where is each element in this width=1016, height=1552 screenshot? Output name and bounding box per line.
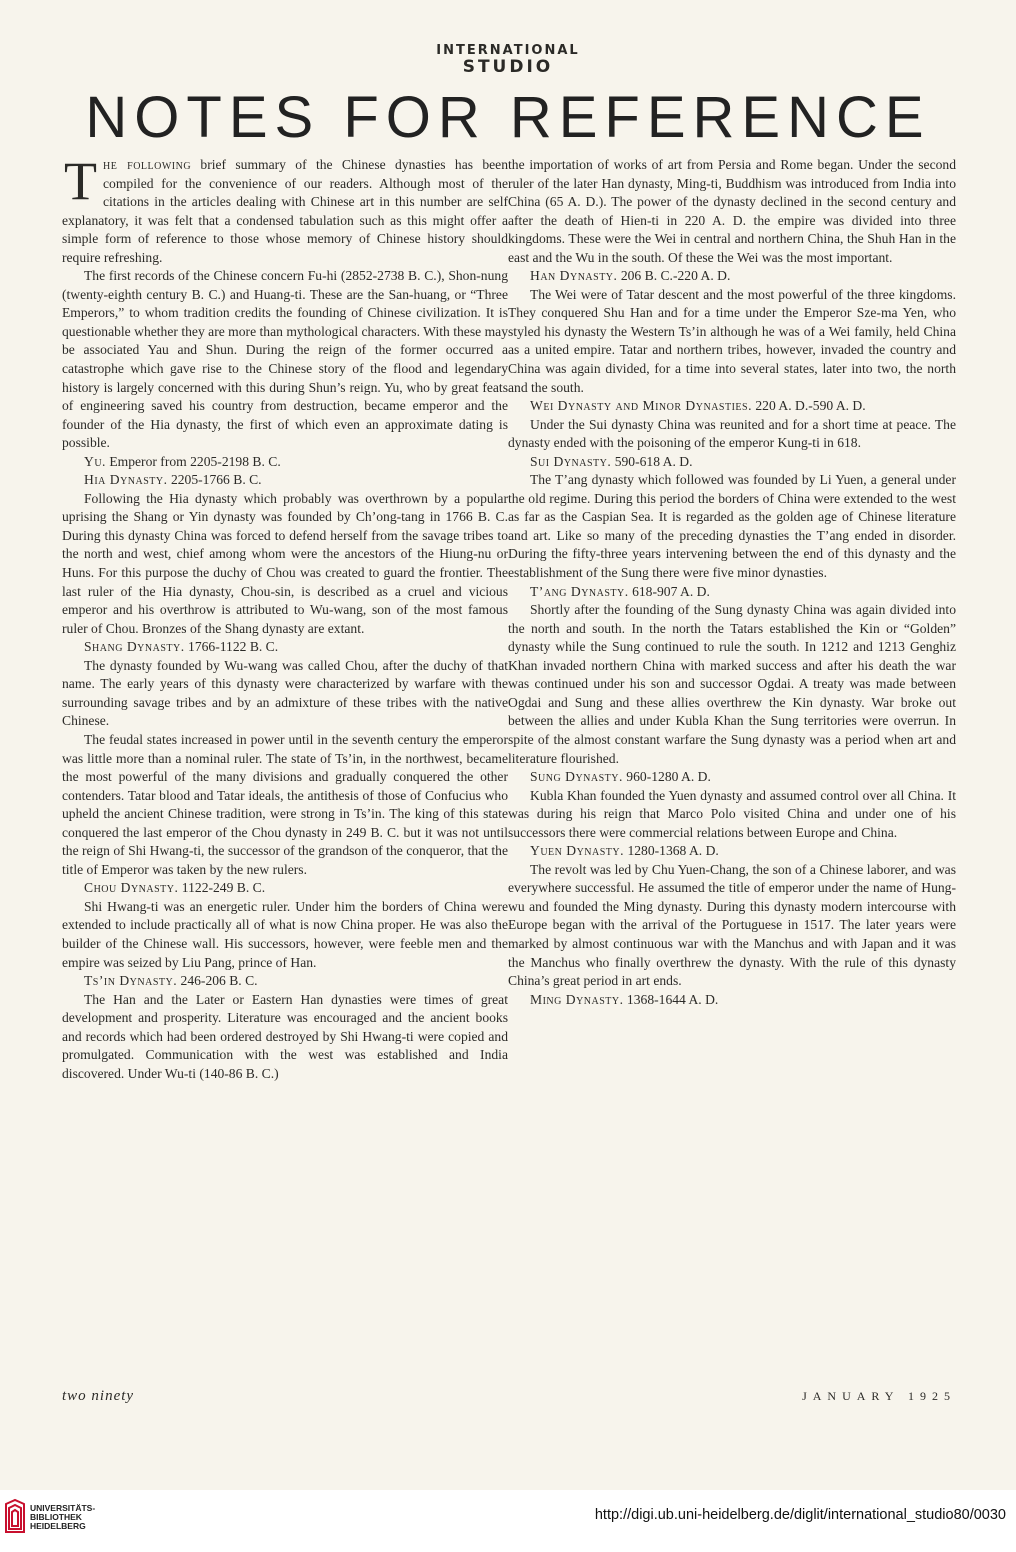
paragraph: The feudal states increased in power until in the seventh century the emperor was little more than a nominal ruler. The state of Ts’in, in the northwest, became the most powerful of the many divisions and gradually conquered the other contenders. Tatar blood and Tatar ideals, the antithesis of those of Confucius who upheld the ancient Chinese tradition, were strong in Ts’in. The king of this state conquered the last emperor of the Chou dynasty in 249 B. C. but it was not until the reign of Shi Hwang-ti, the successor of the grandson of the conqueror, that the title of Emperor was taken by the new rulers.: [62, 731, 508, 877]
dynasty-heading: Wei Dynasty and Minor Dynasties. 220 A. D.-590 A. D.: [530, 398, 866, 414]
intro-paragraph: [62, 151, 508, 267]
drop-cap: T: [64, 151, 97, 211]
paragraph: The dynasty founded by Wu-wang was called Chou, after the duchy of that name. The early years of this dynasty were characterized by warfare with the surrounding savage tribes and by an admixture of these tribes with the native Chinese.: [62, 657, 508, 729]
paragraph: Shi Hwang-ti was an energetic ruler. Under him the borders of China were extended to include practically all of what is now China proper. He was also the builder of the Chinese wall. His successors, however, were feeble men and the empire was seized by Liu Pang, prince of Han.: [62, 898, 508, 970]
page-title: NOTES FOR REFERENCE: [85, 85, 931, 150]
dynasty-heading: Sung Dynasty. 960-1280 A. D.: [530, 769, 711, 785]
library-name: UNIVERSITÄTS- BIBLIOTHEK HEIDELBERG: [30, 1503, 96, 1531]
dynasty-heading: Han Dynasty. 206 B. C.-220 A. D.: [530, 268, 731, 284]
dynasty-heading: Chou Dynasty. 1122-249 B. C.: [84, 880, 266, 896]
paragraph: Shortly after the founding of the Sung dynasty China was again divided into the north and south. In the north the Tatars established the Kin or “Golden” dynasty while the Sung continued to rule the south. In 1212 and 1213 Genghiz Khan invaded northern China with marked success and after his death the war was continued under his son and successor Ogdai. A treaty was made between Ogdai and Sung and these allies overthrew the Kin dynasty. War broke out between the allies and under Kubla Khan the Sung territories were overrun. In spite of the almost constant warfare the Sung dynasty was a period when art and literature flourished.: [508, 602, 956, 766]
dynasty-heading: Ts’in Dynasty. 246-206 B. C.: [84, 973, 258, 989]
paragraph: Kubla Khan founded the Yuen dynasty and assumed control over all China. It was during his reign that Marco Polo visited China and under one of his successors there were commercial relations between Europe and China.: [508, 787, 956, 840]
intro-text: brief summary of the Chinese dynasties has been compiled for the convenience of our readers. Although most of the citations in the articles dealing with Chinese art in this number are self explanatory, it was felt that a condensed tabulation such as this might offer a simple form of reference to those whose memory of Chinese history should require refreshing.: [62, 157, 508, 265]
paragraph: The T’ang dynasty which followed was founded by Li Yuen, a general under the old regime. During this period the borders of China were extended to the west as far as the Caspian Sea. It is regarded as the golden age of Chinese literature and art. Like so many of the preceding dynasties the T’ang ended in disorder. During the fifty-three years intervening between the end of this dynasty and the establishment of the Sung there were five minor dynasties.: [508, 472, 956, 581]
dynasty-heading: Yu. Emperor from 2205-2198 B. C.: [84, 453, 281, 469]
left-column: [62, 151, 508, 1083]
source-url[interactable]: http://digi.ub.uni-heidelberg.de/diglit/international_studio80/0030: [594, 1507, 1006, 1523]
dynasty-heading: Ming Dynasty. 1368-1644 A. D.: [530, 991, 719, 1007]
paragraph: The Wei were of Tatar descent and the most powerful of the three kingdoms. They conquered Shu Han and for a time under the Emperor Sze-ma Yen, who styled his dynasty the Western Ts’in although he was of a Wei family, held China as a united empire. Tatar and northern tribes, however, invaded the country and China was again divided, for a time into several states, later into two, the north and the south.: [508, 286, 956, 395]
right-column: [508, 156, 956, 1009]
dynasty-heading: Yuen Dynasty. 1280-1368 A. D.: [530, 843, 719, 859]
paragraph: the importation of works of art from Persia and Rome began. Under the second ruler of the later Han dynasty, Ming-ti, Buddhism was introduced from India into China (65 A. D.). The power of the dynasty declined in the second century and after the death of Hien-ti in 220 A. D. the empire was divided into three kingdoms. These were the Wei in central and northern China, the Shuh Han in the east and the Wu in the south. Of these the Wei was the most important.: [508, 157, 956, 265]
masthead: [0, 44, 1016, 76]
intro-smallcaps: he following: [103, 157, 192, 172]
masthead-line2: STUDIO: [462, 57, 554, 77]
dynasty-heading: Sui Dynasty. 590-618 A. D.: [530, 453, 693, 469]
masthead-line1: INTERNATIONAL: [436, 43, 580, 58]
dynasty-heading: Hia Dynasty. 2205-1766 B. C.: [84, 472, 262, 488]
paragraph: Under the Sui dynasty China was reunited and for a short time at peace. The dynasty ended with the poisoning of the emperor Kung-ti in 618.: [508, 416, 956, 451]
dynasty-heading: T’ang Dynasty. 618-907 A. D.: [530, 583, 710, 599]
library-logo-icon: [4, 1498, 26, 1534]
paragraph: Following the Hia dynasty which probably was overthrown by a popular uprising the Shang or Yin dynasty was founded by Ch’ong-tang in 1766 B. C. During this dynasty China was forced to defend herself from the savage tribes to the north and west, chief among whom were the ancestors of the Hiung-nu or Huns. For this purpose the duchy of Chou was created to guard the frontier. The last ruler of the Hia dynasty, Chou-sin, is described as a cruel and vicious emperor and his overthrow is attributed to Wu-wang, son of the most famous ruler of Chou. Bronzes of the Shang dynasty are extant.: [62, 490, 508, 636]
paragraph: The first records of the Chinese concern Fu-hi (2852-2738 B. C.), Shon-nung (twenty-eighth century B. C.) and Huang-ti. These are the San-huang, or “Three Emperors,” to whom tradition credits the founding of Chinese civilization. It is questionable whether they are more than mythological characters. With these may be associated Yau and Shun. During the reign of the former occurred a catastrophe which gave rise to the Chinese story of the flood and legendary history is largely concerned with this during Shun’s reign. Yu, who by great feats of engineering saved his country from destruction, became emperor and the founder of the Hia dynasty, the first of which even an approximate dating is possible.: [62, 268, 508, 451]
issue-date: JANUARY 1925: [802, 1389, 956, 1403]
page-number: two ninety: [62, 1388, 135, 1404]
dynasty-heading: Shang Dynasty. 1766-1122 B. C.: [84, 639, 279, 655]
paragraph: The revolt was led by Chu Yuen-Chang, the son of a Chinese laborer, and was everywhere successful. He assumed the title of emperor under the name of Hung-wu and founded the Ming dynasty. During this dynasty modern intercourse with Europe began with the arrival of the Portuguese in 1517. The later years were marked by almost continuous war with the Manchus and with Japan and it was the Manchus who finally overthrew the dynasty. With the rule of this dynasty China’s great period in art ends.: [508, 861, 956, 989]
library-bar: [0, 1490, 1016, 1552]
paragraph: The Han and the Later or Eastern Han dynasties were times of great development and prosperity. Literature was encouraged and the ancient books and records which had been ordered destroyed by Shi Hwang-ti were copied and promulgated. Communication with the west was established and India discovered. Under Wu-ti (140-86 B. C.): [62, 991, 508, 1081]
